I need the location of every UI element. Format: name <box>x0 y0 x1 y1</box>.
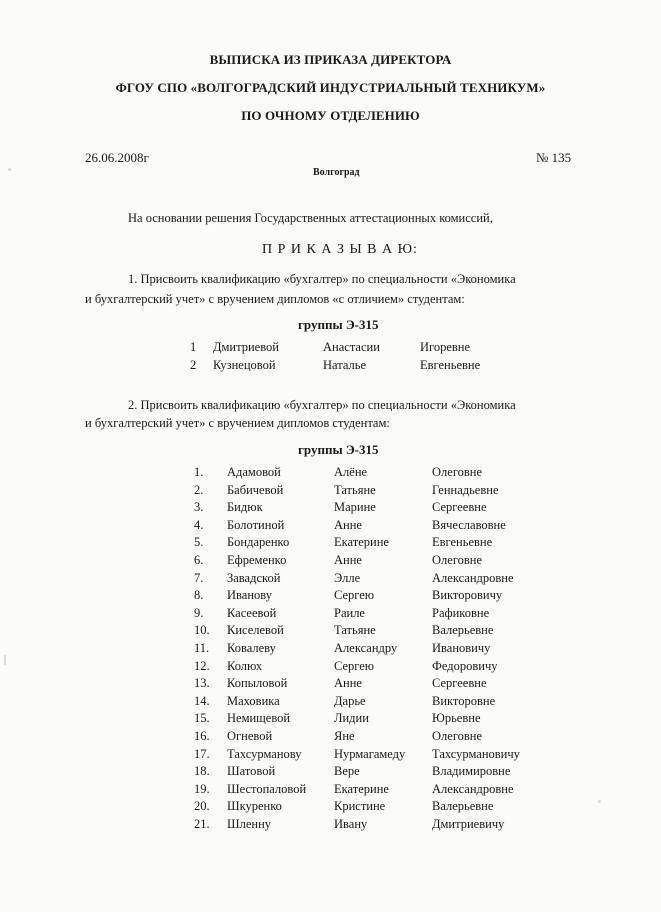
student-middle-name: Александровне <box>432 781 514 796</box>
student-number: 3. <box>194 500 204 515</box>
student-first-name: Анастасии <box>323 340 380 354</box>
student-first-name: Екатерине <box>334 781 389 796</box>
student-row <box>0 623 661 641</box>
student-number: 10. <box>194 623 210 638</box>
student-first-name: Татьяне <box>334 482 376 497</box>
order-word: П Р И К А З Ы В А Ю: <box>262 242 418 257</box>
student-first-name: Марине <box>334 500 376 515</box>
student-last-name: Дмитриевой <box>213 340 279 354</box>
basis-text: На основании решения Государственных аттестационных комиссий, <box>128 211 493 225</box>
header-line-2: ФГОУ СПО «ВОЛГОГРАДСКИЙ ИНДУСТРИАЛЬНЫЙ ТЕХНИКУМ» <box>115 80 546 95</box>
order-city: Волгоград <box>313 167 360 178</box>
student-number: 8. <box>194 588 204 603</box>
student-middle-name: Евгеньевне <box>432 535 493 550</box>
student-middle-name: Владимировне <box>432 764 511 779</box>
student-last-name: Бабичевой <box>227 482 284 497</box>
student-first-name: Вере <box>334 764 360 779</box>
student-row <box>0 340 661 358</box>
student-number: 2 <box>190 358 197 372</box>
student-row <box>0 764 661 782</box>
student-middle-name: Тахсурмановичу <box>432 746 520 761</box>
student-first-name: Раиле <box>334 605 365 620</box>
student-first-name: Екатерине <box>334 535 389 550</box>
student-row <box>0 799 661 817</box>
student-number: 13. <box>194 676 210 691</box>
student-first-name: Анне <box>334 553 362 567</box>
student-last-name: Шкуренко <box>227 799 282 814</box>
student-number: 20. <box>194 799 210 814</box>
student-row <box>0 500 661 518</box>
section1-group: группы Э-315 <box>298 317 379 332</box>
student-middle-name: Юрьевне <box>432 711 481 726</box>
student-number: 2. <box>194 482 204 497</box>
student-last-name: Копыловой <box>227 676 288 691</box>
student-last-name: Адамовой <box>227 465 281 479</box>
student-first-name: Лидии <box>334 711 369 726</box>
student-row <box>0 659 661 677</box>
student-first-name: Александру <box>334 641 398 655</box>
student-first-name: Дарье <box>334 693 366 708</box>
student-row <box>0 729 661 747</box>
student-first-name: Сергею <box>334 658 375 673</box>
student-last-name: Иванову <box>227 588 272 603</box>
student-first-name: Наталье <box>323 358 367 372</box>
student-middle-name: Викторовне <box>432 693 496 708</box>
student-row <box>0 711 661 729</box>
student-last-name: Ефременко <box>227 553 287 567</box>
student-last-name: Ковалеву <box>227 641 276 655</box>
student-number: 9. <box>194 605 204 620</box>
section2-group: группы Э-315 <box>298 442 379 457</box>
student-middle-name: Александровне <box>432 570 514 585</box>
student-first-name: Элле <box>334 570 361 585</box>
student-row <box>0 518 661 536</box>
student-first-name: Сергею <box>334 588 375 603</box>
student-first-name: Татьяне <box>334 623 376 638</box>
student-row <box>0 465 661 483</box>
student-first-name: Анне <box>334 517 362 532</box>
student-middle-name: Валерьевне <box>432 799 494 814</box>
section1-line1: 1. Присвоить квалификацию «бухгалтер» по специальности «Экономика <box>128 272 516 286</box>
student-number: 6. <box>194 553 204 567</box>
student-middle-name: Валерьевне <box>432 623 494 638</box>
student-middle-name: Евгеньевне <box>420 358 481 372</box>
student-row <box>0 782 661 800</box>
student-row <box>0 641 661 659</box>
student-middle-name: Викторовичу <box>432 588 503 603</box>
student-first-name: Анне <box>334 676 362 691</box>
student-row <box>0 817 661 835</box>
student-row <box>0 483 661 501</box>
student-number: 17. <box>194 746 210 761</box>
student-number: 1. <box>194 465 204 479</box>
student-first-name: Ивану <box>334 817 368 831</box>
student-first-name: Алёне <box>334 465 368 479</box>
student-row <box>0 606 661 624</box>
student-last-name: Киселевой <box>227 623 284 638</box>
student-first-name: Яне <box>334 729 355 743</box>
student-number: 19. <box>194 781 210 796</box>
student-row <box>0 571 661 589</box>
student-number: 21. <box>194 817 210 831</box>
order-number: № 135 <box>536 150 572 165</box>
student-number: 7. <box>194 570 204 585</box>
student-middle-name: Олеговне <box>432 729 483 743</box>
student-number: 12. <box>194 658 210 673</box>
student-middle-name: Сергеевне <box>432 500 487 515</box>
student-row <box>0 358 661 376</box>
student-number: 16. <box>194 729 210 743</box>
order-date: 26.06.2008г <box>85 150 149 165</box>
student-middle-name: Сергеевне <box>432 676 487 691</box>
student-middle-name: Дмитриевичу <box>432 817 505 831</box>
student-last-name: Бондаренко <box>227 535 290 550</box>
section2-line2: и бухгалтерский учет» с вручением дипломов студентам: <box>85 416 390 430</box>
student-last-name: Шестопаловой <box>227 781 307 796</box>
scan-speck <box>8 168 11 171</box>
student-first-name: Кристине <box>334 799 386 814</box>
student-last-name: Шленну <box>227 817 272 831</box>
student-last-name: Болотиной <box>227 517 285 532</box>
student-middle-name: Олеговне <box>432 465 483 479</box>
student-last-name: Колюх <box>227 658 263 673</box>
section2-line1: 2. Присвоить квалификацию «бухгалтер» по специальности «Экономика <box>128 398 516 412</box>
student-number: 14. <box>194 693 210 708</box>
student-last-name: Кузнецовой <box>213 358 276 372</box>
student-middle-name: Ивановичу <box>432 641 491 655</box>
header-line-3: ПО ОЧНОМУ ОТДЕЛЕНИЮ <box>241 108 420 123</box>
student-last-name: Маховика <box>227 693 280 708</box>
student-middle-name: Геннадьевне <box>432 482 499 497</box>
student-number: 4. <box>194 517 204 532</box>
student-row <box>0 747 661 765</box>
student-row <box>0 553 661 571</box>
student-last-name: Завадской <box>227 570 281 585</box>
student-middle-name: Игоревне <box>420 340 471 354</box>
student-number: 1 <box>190 340 197 354</box>
student-row <box>0 694 661 712</box>
student-middle-name: Рафиковне <box>432 605 490 620</box>
header-line-1: ВЫПИСКА ИЗ ПРИКАЗА ДИРЕКТОРА <box>209 52 452 67</box>
student-row <box>0 676 661 694</box>
student-number: 11. <box>194 641 210 655</box>
student-last-name: Касеевой <box>227 605 277 620</box>
student-number: 5. <box>194 535 204 550</box>
student-number: 15. <box>194 711 210 726</box>
student-last-name: Бидюк <box>227 500 263 515</box>
student-last-name: Шатовой <box>227 764 276 779</box>
student-row <box>0 588 661 606</box>
student-row <box>0 535 661 553</box>
student-middle-name: Федоровичу <box>432 658 498 673</box>
student-last-name: Огневой <box>227 729 273 743</box>
student-first-name: Нурмагамеду <box>334 746 406 761</box>
student-middle-name: Вячеславовне <box>432 517 506 532</box>
student-number: 18. <box>194 764 210 779</box>
section1-line2: и бухгалтерский учет» с вручением дипломов «с отличием» студентам: <box>85 292 465 306</box>
student-middle-name: Олеговне <box>432 553 483 567</box>
student-last-name: Тахсурманову <box>227 746 302 761</box>
student-last-name: Немищевой <box>227 711 291 726</box>
